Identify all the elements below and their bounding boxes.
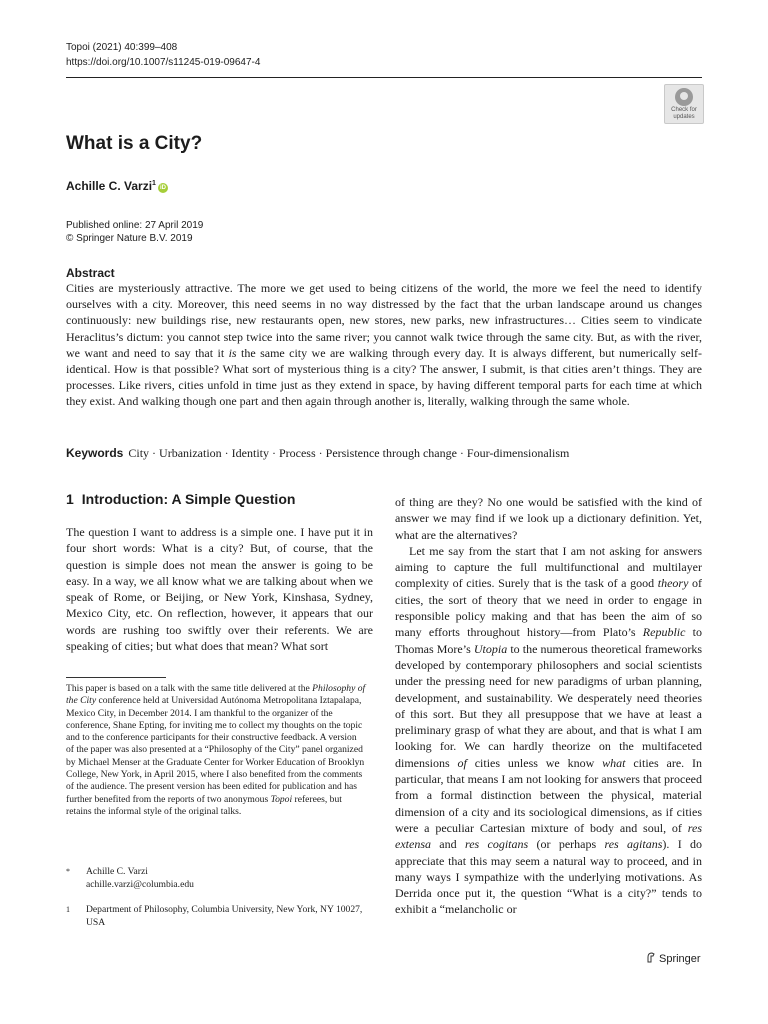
copyright: © Springer Nature B.V. 2019	[66, 233, 193, 244]
abstract-heading: Abstract	[66, 266, 115, 280]
published-date: Published online: 27 April 2019	[66, 220, 204, 231]
doi-link[interactable]: https://doi.org/10.1007/s11245-019-09647-4	[66, 57, 261, 68]
right-column-text	[395, 494, 702, 918]
orcid-icon[interactable]: iD	[159, 185, 166, 191]
journal-line: Topoi (2021) 40:399–408	[66, 42, 178, 53]
section-heading	[66, 491, 303, 507]
right-paragraph-2: Let me say from the start that I am not asking for answers aiming to capture the full multifunctional and multilayer complexity of cities. Surely that is the task of a good theory of cities, the sort of theory that we need in order to engage in responsible policy making and that has been the aim of so many efforts throughout history—from Plato’s Republic to Thomas More’s Utopia to the numerous theoretical frameworks developed by contemporary philosophers and social scientists under the pressing need for new paradigms of urban planning, development, and sustainability. We desperately need theories of this sort. But they all presuppose that we have at least a preliminary grasp of what they are about, and that is what I am looking for. We can hardly theorize on the multifaceted dimensions of cities unless we know what cities are. In particular, that means I am not looking for answers that proceed from a formal distinction between the physical, material dimension of a city and its sociological dimensions, as if cities were a peculiar Cartesian mixture of body and soul, of res extensa and res cogitans (or perhaps res agitans). I do appreciate that this may seem a natural way to proceed, and in many ways I sympathize with the underlying motivations. As Derrida once put it, the question “What is a city?” tends to exhibit a “melancholic or	[395, 543, 703, 917]
author-email[interactable]: achille.varzi@columbia.edu	[86, 878, 194, 890]
check-updates-icon	[675, 88, 693, 106]
publication-info	[66, 219, 203, 245]
abstract-text: Cities are mysteriously attractive. The more we get used to being citizens of the world, the more we feel the need to identify ourselves with a city. Moreover, this need seems in no way distressed by the fact that the urban landscape around us changes continuously: new buildings rise, new restaurants open, new stores, new parks, new infrastructures… Cities seem to vindicate Heraclitus’s dictum: you cannot step twice into the same river; you cannot walk twice through the same city. But, as with the river, we want and need to say that it is the same city we are walking through every day. It is always different, but numerically self-identical. How is that possible? What sort of mysterious thing is a city? The answer, I submit, is that cities aren’t things. They are processes. Like rivers, cities unfold in time just as they extend in space, by having different temporal parts for each time at which they exist. And walking though one part and then again through another is, literally, walking through the same whole.	[66, 281, 702, 409]
left-column-text: The question I want to address is a simple one. I have put it in four short words: What is a city? But, of course, that the question is simple does not mean the answer is going to be easy. In a way, we all know what we are talking about when we speak of Rome, or Beijing, or New York, Kinshasa, Sydney, Mexico City, etc. On reflection, however, it appears that our words are rushing too swiftly over their referents. We are speaking of cities; but what does that mean? What sort	[66, 525, 373, 654]
header-rule	[66, 77, 702, 78]
check-for-updates-badge[interactable]	[664, 84, 704, 124]
affiliation	[66, 904, 366, 929]
keywords-list: City · Urbanization · Identity · Process · Persistence through change · Four-dimensionalism	[128, 446, 570, 460]
journal-citation	[66, 40, 260, 70]
footnote-rule	[66, 677, 166, 678]
springer-horse-icon	[646, 952, 656, 963]
footnote-text: This paper is based on a talk with the same title delivered at the Philosophy of the City conference held at Universidad Autónoma Metropolitana Iztapalapa, Mexico City, in December 2014. I am thankful to the organizer of the conference, Shane Epting, for inviting me to collect my thoughts on the topic and to the conference participants for their constructive feedback. A version of the paper was also presented at a “Philosophy of the City” panel organized by Michael Menser at the Graduate Center for Worker Education of Brooklyn College, New York, in April 2015, where I also benefited from the comments of the audience. The present version has been edited for publication and has further benefited from the reports of two anonymous Topoi referees, but retains the informal style of the original talks.	[66, 683, 366, 817]
corresponding-author-name: Achille C. Varzi	[86, 866, 148, 877]
keywords-line	[66, 446, 569, 461]
section-title: Introduction: A Simple Question	[81, 491, 296, 507]
check-updates-label-1: Check for	[671, 107, 697, 113]
publisher-name: Springer	[659, 953, 701, 965]
corresponding-author	[66, 866, 366, 891]
check-updates-label-2: updates	[673, 114, 695, 120]
corresponding-mark: *	[66, 867, 70, 876]
author-affiliation-mark: 1	[152, 180, 156, 187]
author-name[interactable]: Achille C. Varzi	[66, 179, 153, 193]
publisher-mark	[646, 952, 701, 965]
right-paragraph-1: of thing are they? No one would be satisfied with the kind of answer we may find if we look up a dictionary definition. Yet, what are the alternatives?	[395, 495, 702, 542]
article-title: What is a City?	[66, 133, 203, 154]
affiliation-mark: 1	[66, 905, 70, 914]
section-number: 1	[66, 491, 74, 507]
affiliation-text: Department of Philosophy, Columbia University, New York, NY 10027, USA	[86, 904, 363, 928]
author-line	[66, 179, 168, 193]
keywords-label: Keywords	[66, 446, 124, 460]
